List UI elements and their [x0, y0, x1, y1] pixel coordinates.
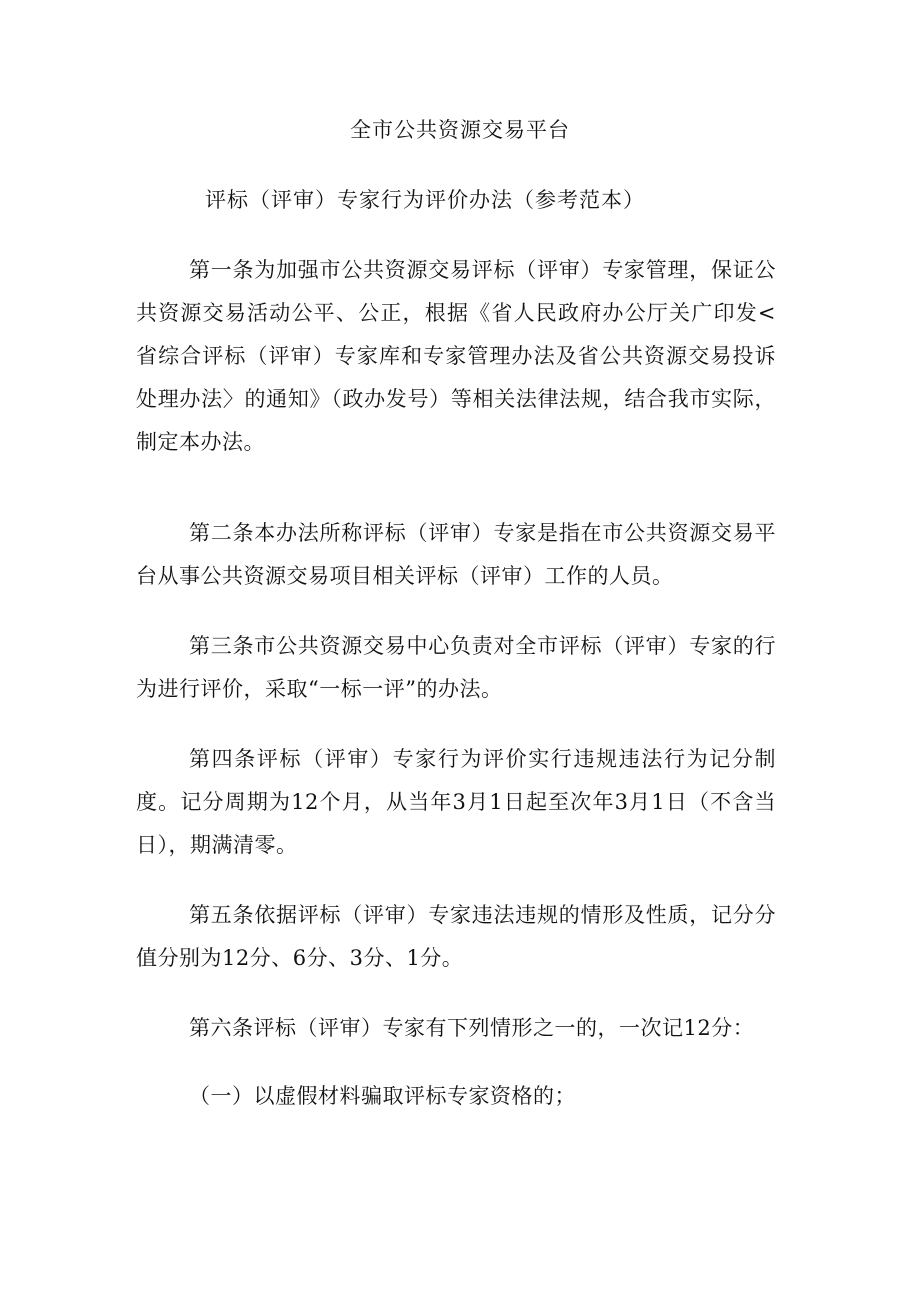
article-5-paragraph: 第五条依据评标（评审）专家违法违规的情形及性质，记分分值分别为12分、6分、3分、1分。	[136, 903, 776, 970]
article-3-paragraph: 第三条市公共资源交易中心负责对全市评标（评审）专家的行为进行评价，采取“一标一评”的办法。	[136, 634, 776, 701]
article-6-paragraph: 第六条评标（评审）专家有下列情形之一的，一次记12分：	[189, 1016, 755, 1040]
document-title: 全市公共资源交易平台	[350, 118, 570, 142]
article-1-paragraph: 第一条为加强市公共资源交易评标（评审）专家管理，保证公共资源交易活动公平、公正，根据《省人民政府办公厅关广印发<省综合评标（评审）专家库和专家管理办法及省公共资源交易投诉处理办法〉的通知》（政办发号）等相关法律法规，结合我市实际，制定本办法。	[136, 258, 776, 454]
document-subtitle: 评标（评审）专家行为评价办法（参考范本）	[205, 188, 645, 212]
list-item: （一）以虚假材料骗取评标专家资格的；	[189, 1084, 576, 1108]
article-2-paragraph: 第二条本办法所称评标（评审）专家是指在市公共资源交易平台从事公共资源交易项目相关评标（评审）工作的人员。	[136, 521, 776, 588]
article-4-paragraph: 第四条评标（评审）专家行为评价实行违规违法行为记分制度。记分周期为12个月，从当年3月1日起至次年3月1日（不含当日），期满清零。	[136, 747, 776, 857]
